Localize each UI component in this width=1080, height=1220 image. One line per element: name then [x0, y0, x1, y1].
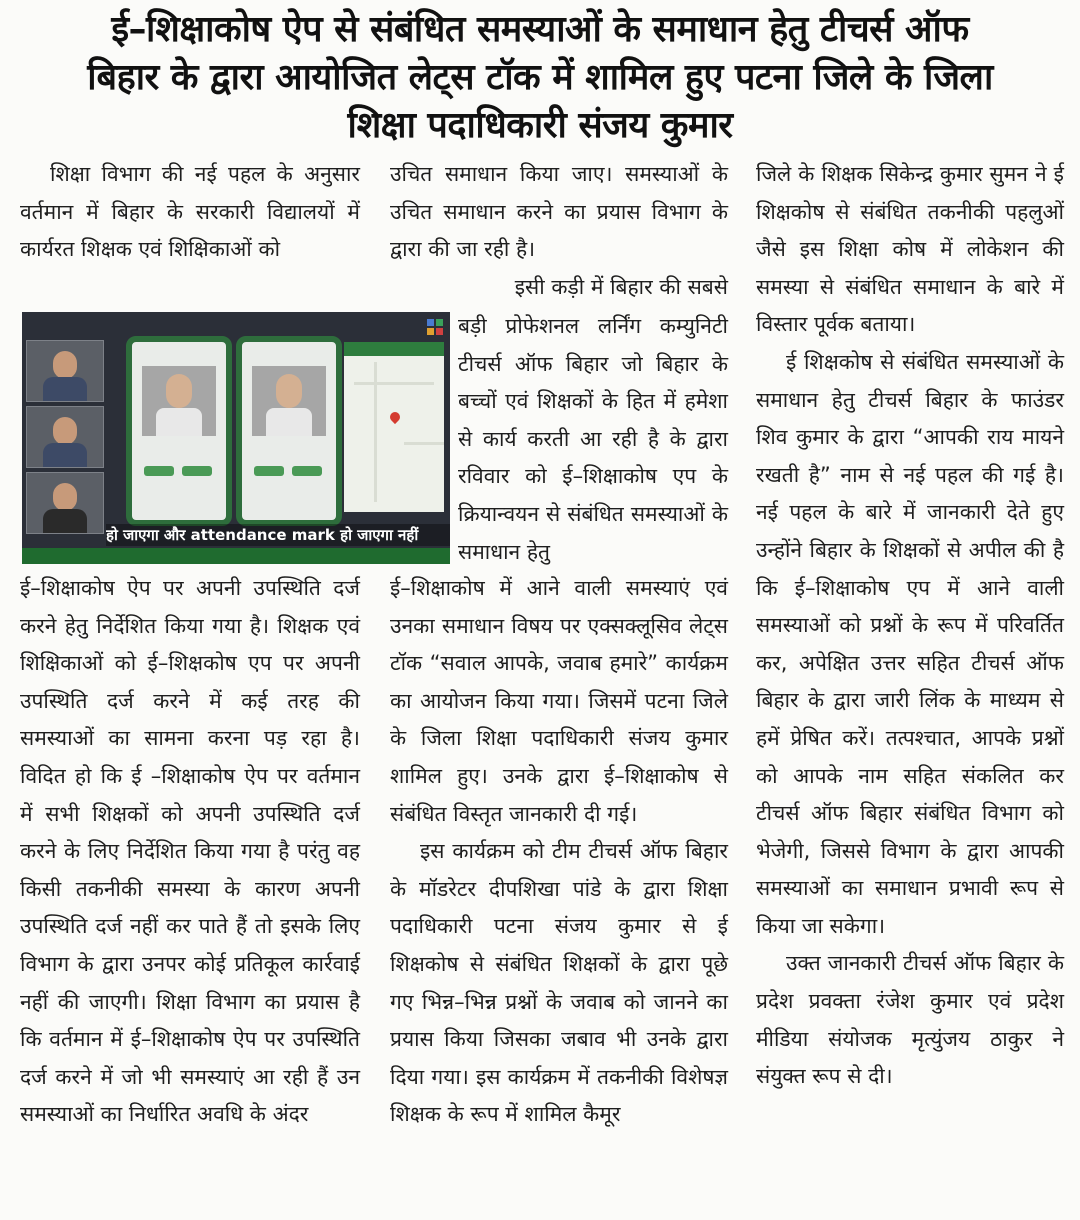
headline [20, 6, 1060, 150]
paragraph: इस कार्यक्रम को टीम टीचर्स ऑफ बिहार के मॉडरेटर दीपशिखा पांडे के द्वारा शिक्षा पदाधिकारी पटना संजय कुमार से ई शिक्षकोष से संबंधित शिक्षकों के द्वारा पूछे गए भिन्न–भिन्न प्रश्नों के जवाब को जानने का प्रयास किया जिसका जबाव भी उनके द्वारा दिया गया। इस कार्यक्रम में तकनीकी विशेषज्ञ शिक्षक के रूप में शामिल कैमूर [390, 839, 728, 1127]
paragraph-start: इसी कड़ी में बिहार की सबसे [514, 274, 728, 299]
column-2-bottom [390, 570, 728, 1134]
news-ticker [22, 548, 450, 564]
participant-thumbnail [26, 340, 104, 402]
paragraph: ई–शिक्षाकोष ऐप पर अपनी उपस्थिति दर्ज करने हेतु निर्देशित किया गया है। शिक्षक एवं शिक्षिकाओं को ई–शिक्षकोष एप पर अपनी उपस्थिति दर्ज करने में कई तरह की समस्याओं का सामना करना पड़ रहा है। विदित हो कि ई –शिक्षाकोष ऐप पर वर्तमान में सभी शिक्षकों को अपनी उपस्थिति दर्ज करने के लिए निर्देशित किया गया है परंतु वह किसी तकनीकी समस्या के कारण अपनी उपस्थिति दर्ज नहीं कर पाते हैं तो इसके लिए विभाग के द्वारा उनपर कोई प्रतिकूल कार्रवाई नहीं की जाएगी। शिक्षा विभाग का प्रयास है कि वर्तमान में ई–शिक्षाकोष ऐप पर उपस्थिति दर्ज करने में जो भी समस्याएं आ रही हैं उन समस्याओं का निर्धारित अवधि के अंदर [20, 576, 360, 1127]
participant-thumbnail [26, 472, 104, 534]
column-3 [756, 156, 1064, 1096]
column-2-middle [458, 308, 728, 571]
video-caption: हो जाएगा और attendance mark हो जाएगा नहीं [106, 524, 450, 546]
column-1-bottom [20, 570, 360, 1134]
column-2-top [390, 156, 728, 306]
column-1-top [20, 156, 360, 269]
paragraph: उचित समाधान किया जाए। समस्याओं के उचित समाधान करने का प्रयास विभाग के द्वारा की जा रही है। [390, 162, 728, 262]
logo-icon [426, 318, 444, 336]
map-screen [344, 342, 444, 512]
paragraph: ई–शिक्षाकोष में आने वाली समस्याएं एवं उनका समाधान विषय पर एक्सक्लूसिव लेट्स टॉक “सवाल आपके, जवाब हमारे” कार्यक्रम का आयोजन किया गया। जिसमें पटना जिले के जिला शिक्षा पदाधिकारी संजय कुमार शामिल हुए। उनके द्वारा ई–शिक्षाकोष से संबंधित विस्तृत जानकारी दी गई। [390, 576, 728, 826]
paragraph: उक्त जानकारी टीचर्स ऑफ बिहार के प्रदेश प्रवक्ता रंजेश कुमार एवं प्रदेश मीडिया संयोजक मृत्युंजय ठाकुर ने संयुक्त रूप से दी। [756, 951, 1064, 1089]
headline-line-3: शिक्षा पदाधिकारी संजय कुमार [347, 105, 733, 146]
news-photo [22, 312, 450, 564]
phone-screen [236, 336, 342, 526]
paragraph: ई शिक्षकोष से संबंधित समस्याओं के समाधान हेतु टीचर्स बिहार के फाउंडर शिव कुमार के द्वारा “आपकी राय मायने रखती है” नाम से नई पहल की गई है। नई पहल के बारे में जानकारी देते हुए उन्होंने बिहार के शिक्षकों से अपील की है कि ई–शिक्षाकोष एप में आने वाली समस्याओं को प्रश्नों के रूप में परिवर्तित कर, अपेक्षित उत्तर सहित टीचर्स ऑफ बिहार के द्वारा जारी लिंक के माध्यम से हमें प्रेषित करें। तत्पश्चात, आपके प्रश्नों को आपके नाम सहित संकलित कर टीचर्स ऑफ बिहार संबंधित विभाग को भेजेगी, जिससे विभाग के द्वारा आपकी समस्याओं का समाधान प्रभावी रूप से किया जा सकेगा। [756, 349, 1064, 938]
headline-line-1: ई–शिक्षाकोष ऐप से संबंधित समस्याओं के समाधान हेतु टीचर्स ऑफ [111, 9, 969, 50]
paragraph: बड़ी प्रोफेशनल लर्निंग कम्युनिटी टीचर्स ऑफ बिहार जो बिहार के बच्चों एवं शिक्षकों के हित में हमेशा से कार्य करती आ रही है के द्वारा रविवार को ई–शिक्षाकोष एप के क्रियान्वयन से संबंधित समस्याओं के समाधान हेतु [458, 314, 728, 564]
headline-line-2: बिहार के द्वारा आयोजित लेट्स टॉक में शामिल हुए पटना जिले के जिला [87, 57, 993, 98]
paragraph: शिक्षा विभाग की नई पहल के अनुसार वर्तमान में बिहार के सरकारी विद्यालयों में कार्यरत शिक्षक एवं शिक्षिकाओं को [20, 162, 360, 262]
paragraph: जिले के शिक्षक सिकेन्द्र कुमार सुमन ने ई शिक्षकोष से संबंधित तकनीकी पहलुओं जैसे इस शिक्षा कोष में लोकेशन की समस्या से संबंधित समाधान के बारे में विस्तार पूर्वक बताया। [756, 162, 1064, 337]
location-pin-icon [388, 410, 402, 424]
phone-screen [126, 336, 232, 526]
participant-thumbnail [26, 406, 104, 468]
participant-thumbnails [22, 340, 106, 540]
